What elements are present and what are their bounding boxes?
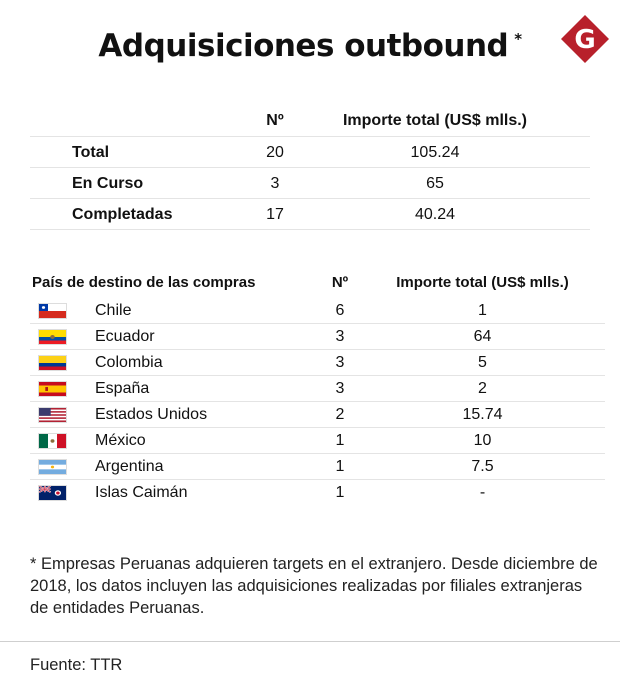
country-num: 3 [335,354,345,371]
summary-label: Completadas [72,206,173,223]
country-imp: 10 [473,432,492,449]
country-name: Colombia [95,354,163,371]
table-row [30,350,605,376]
country-num: 1 [335,458,345,475]
argentina-flag-icon [38,459,67,475]
countries-header-row [30,270,605,298]
summary-imp: 65 [426,175,444,192]
table-row [30,454,605,480]
spain-flag-icon [38,381,67,397]
title-footnote-mark: * [514,30,522,48]
divider [0,641,620,642]
source-line: Fuente: TTR [30,656,123,674]
summary-header-num: Nº [266,112,284,129]
summary-imp: 40.24 [414,206,456,223]
summary-header-imp: Importe total (US$ mlls.) [342,112,528,129]
summary-num: 20 [266,144,284,161]
table-row [30,168,590,199]
country-name: Chile [95,302,132,319]
country-imp: 1 [478,302,487,319]
country-imp: 15.74 [462,406,503,423]
footnote: * Empresas Peruanas adquieren targets en el extranjero. Desde diciembre de 2018, los datos incluyen las adquisiciones realizadas por filiales extranjeras de entidades Peruanas. [30,555,598,617]
chile-flag-icon [38,303,67,319]
usa-flag-icon [38,407,67,423]
ecuador-flag-icon [38,329,67,345]
summary-header-row [30,105,590,137]
country-num: 3 [335,328,345,345]
country-name: Estados Unidos [95,406,208,423]
country-num: 3 [335,380,345,397]
colombia-flag-icon [38,355,67,371]
country-imp: 64 [473,328,492,345]
table-row [30,428,605,454]
mexico-flag-icon [38,433,67,449]
countries-table [30,270,605,506]
country-name: Ecuador [95,328,155,345]
summary-num: 17 [266,206,284,223]
country-num: 1 [335,432,345,449]
country-name: Islas Caimán [95,484,188,501]
country-num: 2 [335,406,345,423]
page-title: Adquisiciones outbound * [98,28,522,64]
table-row [30,480,605,506]
country-num: 1 [335,484,345,501]
summary-label: Total [72,144,110,161]
country-num: 6 [335,302,345,319]
table-row [30,376,605,402]
countries-header-num: Nº [331,274,349,291]
country-imp: 5 [478,354,487,371]
table-row [30,298,605,324]
country-name: Argentina [95,458,164,475]
table-row [30,137,590,168]
country-name: España [95,380,150,397]
country-imp: 7.5 [471,458,494,475]
gestion-g-logo [560,14,610,64]
summary-table [30,105,590,230]
cayman-islands-flag-icon [38,485,67,501]
country-name: México [95,432,146,449]
logo-letter: G [574,25,596,55]
summary-label: En Curso [72,175,144,192]
country-imp: 2 [478,380,487,397]
countries-header-country: País de destino de las compras [32,274,256,291]
summary-imp: 105.24 [410,144,460,161]
country-imp: - [479,484,486,501]
table-row [30,402,605,428]
countries-header-imp: Importe total (US$ mlls.) [396,274,569,291]
summary-num: 3 [270,175,280,192]
table-row [30,324,605,350]
table-row [30,199,590,230]
